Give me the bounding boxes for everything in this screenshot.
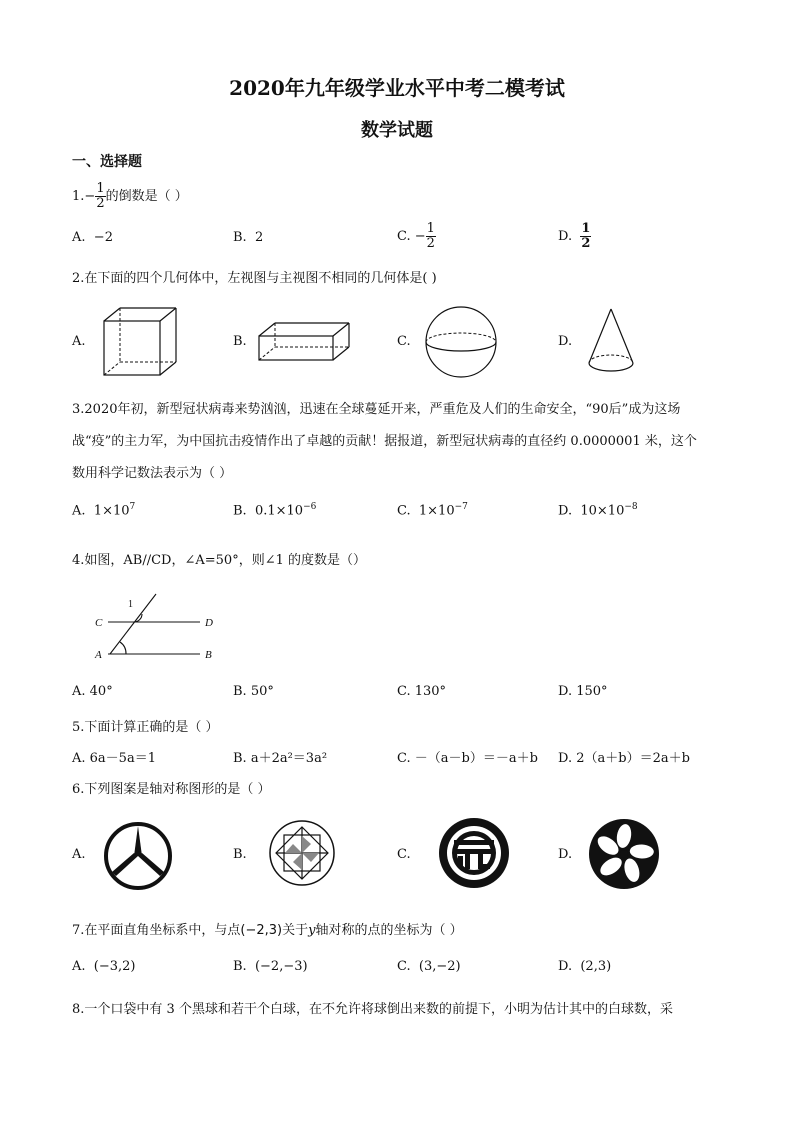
q2-b-label: B. (233, 334, 247, 349)
label-d: D (205, 617, 213, 629)
question-8: 8.一个口袋中有 3 个黑球和若干个白球，在不允许将球倒出来数的前提下，小明为估计其中的白球数，采 (72, 1002, 673, 1017)
q6-d-label: D. (558, 847, 573, 862)
label-a: A (95, 649, 102, 661)
question-6: 6.下列图案是轴对称图形的是（ ） (72, 782, 271, 797)
q1-c-label: C. (397, 229, 411, 244)
q3-line2: 战“疫”的主力军，为中国抗击疫情作出了卓越的贡献！据报道，新型冠状病毒的直径约 0.0000001 米，这个 (72, 434, 697, 449)
q1-fraction (95, 182, 105, 211)
q1-fraction-top: 1 (96, 181, 105, 196)
q5-option-b[interactable]: B. a＋2a²＝3a² (233, 751, 328, 766)
q6-b-label: B. (233, 847, 247, 862)
section-heading: 一、选择题 (72, 154, 142, 170)
q3-a-label: A. (72, 503, 86, 519)
q5-option-a[interactable]: A. 6a－5a＝1 (72, 751, 156, 766)
q3-option-c[interactable] (397, 502, 468, 518)
q3-d-exp: −8 (624, 502, 638, 512)
question-4: 4.如图，AB//CD，∠A=50°，则∠1 的度数是（） (72, 553, 366, 568)
exam-title: 2020年九年级学业水平中考二模考试 (229, 76, 565, 100)
q1-option-a[interactable] (72, 230, 113, 245)
q1-fraction-bottom: 2 (96, 196, 105, 211)
parallel-lines-figure (90, 590, 220, 670)
sphere-figure (424, 305, 498, 379)
q1-minus: − (84, 189, 96, 204)
q3-c-base: 1×10 (418, 503, 455, 519)
q1-text: 的倒数是（ ） (105, 189, 188, 204)
q3-d-base: 10×10 (580, 503, 625, 519)
q7-option-c[interactable] (397, 959, 461, 974)
q3-b-exp: −6 (303, 502, 317, 512)
q3-line3: 数用科学记数法表示为（ ） (72, 466, 233, 481)
q1-option-d[interactable] (558, 222, 591, 251)
q3-option-d[interactable] (558, 502, 638, 518)
q3-a-base: 1×10 (93, 503, 130, 519)
q1-d-top: 1 (581, 221, 591, 236)
q6-c-label: C. (397, 847, 411, 862)
q1-a-text: −2 (93, 230, 113, 245)
q4-option-c[interactable]: C. 130° (397, 684, 447, 699)
q2-a-label: A. (72, 334, 86, 349)
q5-option-c[interactable]: C. －（a－b）＝－a＋b (397, 751, 538, 766)
q7-post: 轴对称的点的坐标为（ ） (315, 923, 463, 938)
q1-b-label: B. (233, 230, 247, 245)
q3-c-label: C. (397, 503, 411, 519)
round-emblem-icon (437, 816, 511, 890)
q1-d-fraction (580, 222, 591, 251)
q3-option-a[interactable] (72, 502, 135, 518)
q7-b-text: (−2,−3) (254, 959, 308, 974)
q1-c-fraction (426, 222, 436, 251)
q7-c-label: C. (397, 959, 411, 974)
q4-option-b[interactable]: B. 50° (233, 684, 274, 699)
q1-option-b[interactable] (233, 230, 263, 245)
q2-d-label: D. (558, 334, 573, 349)
bauhinia-flower-icon (588, 818, 660, 890)
q3-line1: 3.2020年初，新型冠状病毒来势汹汹，迅速在全球蔓延开来，严重危及人们的生命安全，“90后”成为这场 (72, 402, 681, 417)
q4-option-d[interactable]: D. 150° (558, 684, 608, 699)
question-7 (72, 919, 463, 938)
cube-figure (100, 305, 182, 377)
q1-number: 1. (72, 189, 85, 204)
q3-c-exp: −7 (454, 502, 468, 512)
q5-option-d[interactable]: D. 2（a＋b）＝2a＋b (558, 751, 690, 766)
q1-a-label: A. (72, 230, 86, 245)
q1-d-label: D. (558, 229, 573, 244)
q3-b-base: 0.1×10 (254, 503, 304, 519)
q1-c-bottom: 2 (426, 236, 435, 251)
q4-option-a[interactable]: A. 40° (72, 684, 113, 699)
q2-c-label: C. (397, 334, 411, 349)
question-1 (72, 182, 188, 211)
q1-b-text: 2 (254, 230, 264, 245)
q7-axis: y (308, 923, 316, 938)
exam-subtitle: 数学试题 (361, 120, 433, 141)
q7-c-text: (3,−2) (418, 959, 461, 974)
q1-c-top: 1 (426, 221, 435, 236)
q7-d-text: (2,3) (580, 959, 612, 974)
q1-option-c[interactable] (397, 222, 436, 251)
q7-option-b[interactable] (233, 959, 308, 974)
question-3 (72, 394, 732, 490)
q7-a-label: A. (72, 959, 86, 974)
q1-c-minus: − (414, 229, 426, 244)
q3-a-exp: 7 (129, 502, 136, 512)
q6-a-label: A. (72, 847, 86, 862)
question-5: 5.下面计算正确的是（ ） (72, 720, 219, 735)
cuboid-figure (256, 320, 352, 364)
q3-d-label: D. (558, 503, 573, 519)
q7-a-text: (−3,2) (93, 959, 136, 974)
q7-point: (−2,3) (240, 923, 283, 938)
q3-b-label: B. (233, 503, 247, 519)
q7-b-label: B. (233, 959, 247, 974)
label-c: C (95, 617, 103, 629)
q7-mid: 关于 (282, 923, 309, 938)
q7-pre: 7.在平面直角坐标系中，与点 (72, 923, 241, 938)
label-b: B (205, 649, 212, 661)
cone-figure (586, 307, 636, 375)
q7-d-label: D. (558, 959, 573, 974)
mercedes-star-icon (102, 820, 174, 892)
q3-option-b[interactable] (233, 502, 316, 518)
q7-option-d[interactable] (558, 959, 611, 974)
q7-option-a[interactable] (72, 959, 136, 974)
pinwheel-icon (267, 818, 337, 888)
q1-d-bottom: 2 (581, 236, 591, 251)
angle-1-label: 1 (128, 599, 133, 610)
question-2: 2.在下面的四个几何体中，左视图与主视图不相同的几何体是( ) (72, 271, 437, 286)
